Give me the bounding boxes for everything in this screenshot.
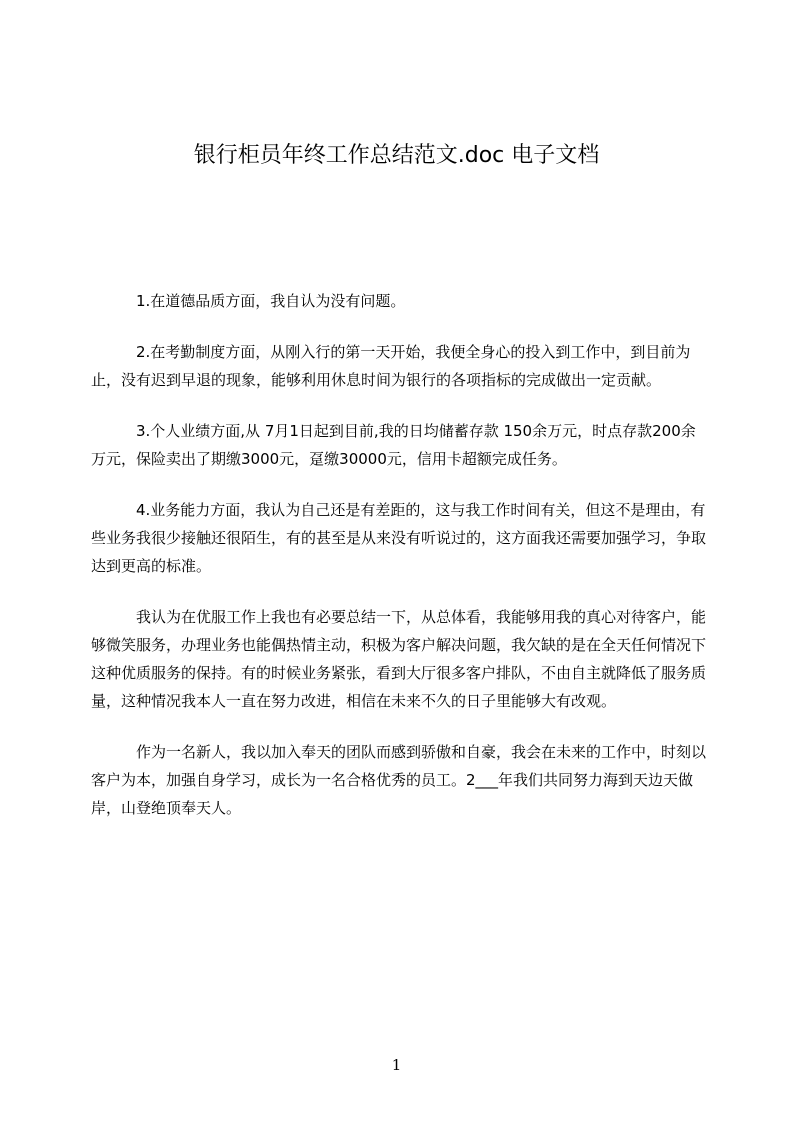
page-number: 1: [391, 1056, 402, 1074]
paragraph-closing: 作为一名新人，我以加入奉天的团队而感到骄傲和自豪，我会在未来的工作中，时刻以客户为本，加强自身学习，成长为一名合格优秀的员工。2___年我们共同努力海到天边天做岸，山登绝顶奉天人。: [91, 743, 707, 817]
paragraph-performance: 3.个人业绩方面,从 7月1日起到目前,我的日均储蓄存款 150余万元，时点存款200余万元，保险卖出了期缴3000元，趸缴30000元，信用卡超额完成任务。: [91, 422, 696, 468]
document-body: [91, 287, 709, 845]
paragraph-morality: 1.在道德品质方面，我自认为没有问题。: [136, 292, 406, 310]
paragraph-service: 我认为在优服工作上我也有必要总结一下，从总体看，我能够用我的真心对待客户，能够微笑服务，办理业务也能偶热情主动，积极为客户解决问题，我欠缺的是在全天任何情况下这种优质服务的保持。有的时候业务紧张，看到大厅很多客户排队，不由自主就降低了服务质量，这种情况我本人一直在努力改进，相信在未来不久的日子里能够大有改观。: [91, 608, 707, 710]
document-title: 银行柜员年终工作总结范文.doc 电子文档: [193, 143, 600, 168]
paragraph-attendance: 2.在考勤制度方面，从刚入行的第一天开始，我便全身心的投入到工作中，到目前为止，没有迟到早退的现象，能够利用休息时间为银行的各项指标的完成做出一定贡献。: [91, 343, 691, 389]
paragraph-ability: 4.业务能力方面，我认为自己还是有差距的，这与我工作时间有关，但这不是理由，有些业务我很少接触还很陌生，有的甚至是从来没有听说过的，这方面我还需要加强学习，争取达到更高的标准。: [91, 501, 707, 575]
